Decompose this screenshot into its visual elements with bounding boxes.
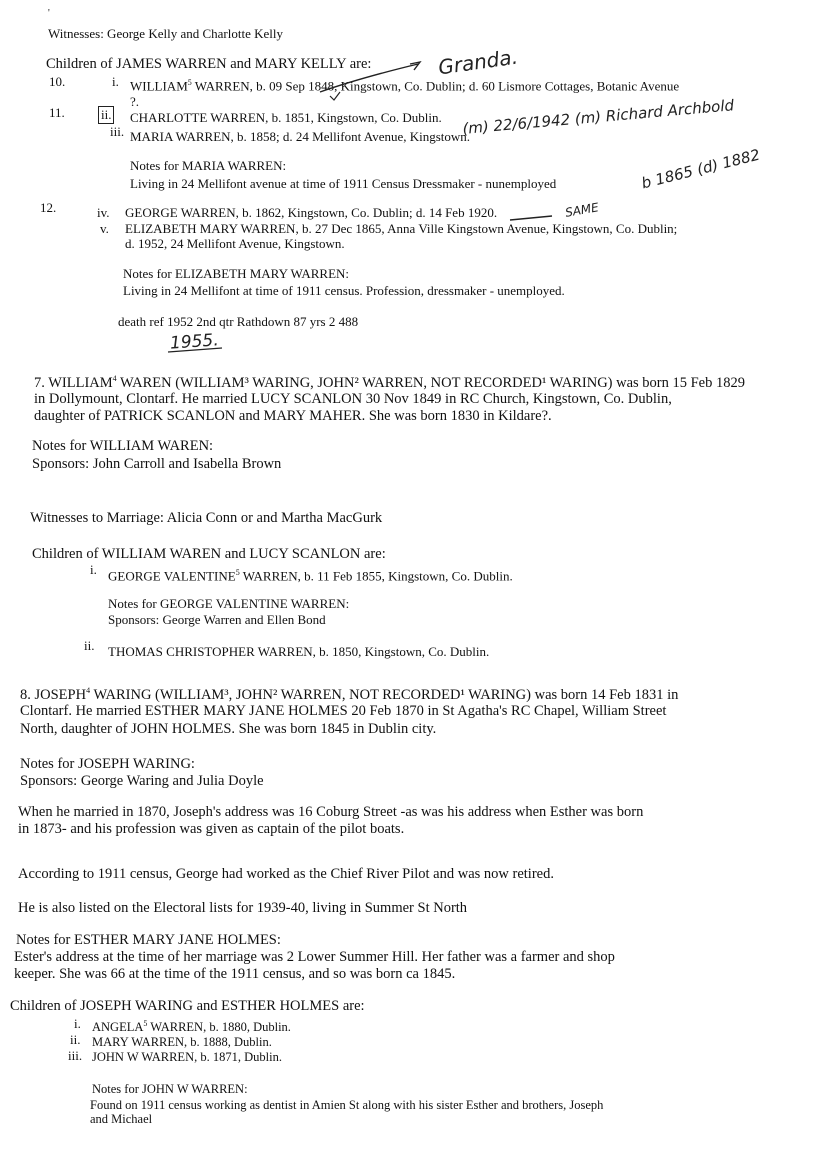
generation-number: 11. xyxy=(49,105,65,120)
notes-title-maria: Notes for MARIA WARREN: xyxy=(130,158,287,173)
death-reference: death ref 1952 2nd qtr Rathdown 87 yrs 2 488 xyxy=(118,314,359,329)
child-rest: WARREN, b. 11 Feb 1855, Kingstown, Co. Dublin. xyxy=(239,568,513,584)
entry-george-warren: GEORGE WARREN, b. 1862, Kingstown, Co. Dublin; d. 14 Feb 1920. xyxy=(125,205,498,220)
section-7-lineage: WAREN (WILLIAM³ WARING, JOHN² WARREN, NOT RECORDED¹ WARING) was born 15 Feb 1829 xyxy=(116,374,745,391)
notes-title-elizabeth: Notes for ELIZABETH MARY WARREN: xyxy=(123,266,350,281)
generation-sup: 5 xyxy=(187,78,192,87)
roman-numeral: iii. xyxy=(68,1048,83,1063)
generation-sup: 5 xyxy=(143,1019,148,1028)
roman-numeral: v. xyxy=(100,221,109,236)
handwritten-arrow xyxy=(320,62,420,92)
child-name: GEORGE VALENTINE xyxy=(108,568,236,584)
section-8-name: JOSEPH xyxy=(30,686,87,703)
handwritten-charlotte-marriage: (m) 22/6/1942 (m) Richard Archbold xyxy=(461,96,735,138)
notes-title-john-w: Notes for JOHN W WARREN: xyxy=(92,1082,248,1096)
child-angela xyxy=(92,1019,291,1035)
entry-rest: WARREN, b. 09 Sep 1848, Kingstown, Co. Dublin; d. 60 Lismore Cottages, Botanic Avenue xyxy=(191,78,680,94)
joseph-para1-line2: in 1873- and his profession was given as captain of the pilot boats. xyxy=(18,821,405,837)
roman-numeral: ii. xyxy=(84,638,95,653)
john-notes-line1: Found on 1911 census working as dentist in Amien St along with his sister Esther and brothers, Joseph xyxy=(90,1098,604,1112)
bullet-mark: ' xyxy=(48,8,50,19)
child-george-valentine xyxy=(108,568,513,584)
entry-maria-warren: MARIA WARREN, b. 1858; d. 24 Mellifont Avenue, Kingstown. xyxy=(130,129,471,144)
handwritten-check xyxy=(330,92,340,100)
section-8-line1 xyxy=(20,686,678,704)
child-john-w: JOHN W WARREN, b. 1871, Dublin. xyxy=(92,1050,282,1064)
roman-numeral: i. xyxy=(112,74,119,89)
roman-numeral: i. xyxy=(90,562,97,577)
witnesses-marriage: Witnesses to Marriage: Alicia Conn or and Martha MacGurk xyxy=(30,510,383,526)
notes-text-george-valentine: Sponsors: George Warren and Ellen Bond xyxy=(108,612,326,627)
handwritten-underline xyxy=(168,348,222,352)
section-8-line3: North, daughter of JOHN HOLMES. She was born 1845 in Dublin city. xyxy=(20,721,437,737)
entry-elizabeth-warren: ELIZABETH MARY WARREN, b. 27 Dec 1865, Anna Ville Kingstown Avenue, Kingstown, Co. Dublin; xyxy=(125,221,678,236)
notes-title-william: Notes for WILLIAM WAREN: xyxy=(32,438,214,454)
child-name: ANGELA xyxy=(92,1020,144,1035)
generation-sup: 5 xyxy=(235,568,240,577)
notes-title-joseph: Notes for JOSEPH WARING: xyxy=(20,756,195,772)
child-thomas-christopher: THOMAS CHRISTOPHER WARREN, b. 1850, Kingstown, Co. Dublin. xyxy=(108,644,490,659)
roman-numeral: iii. xyxy=(110,124,125,139)
notes-text-maria: Living in 24 Mellifont avenue at time of 1911 Census Dressmaker - nunemployed xyxy=(130,176,557,191)
esther-notes-line2: keeper. She was 66 at the time of the 1911 census, and so was born ca 1845. xyxy=(14,966,456,982)
notes-text-william: Sponsors: John Carroll and Isabella Brown xyxy=(32,456,282,472)
generation-sup: 4 xyxy=(86,686,91,695)
joseph-para2: According to 1911 census, George had worked as the Chief River Pilot and was now retired. xyxy=(18,866,554,882)
roman-numeral-boxed: ii. xyxy=(98,106,114,124)
handwritten-maria-dates: b 1865 (d) 1882 xyxy=(639,145,762,193)
section-8-lineage: WARING (WILLIAM³, JOHN² WARREN, NOT RECORDED¹ WARING) was born 14 Feb 1831 in xyxy=(90,686,679,703)
handwritten-strokes xyxy=(0,0,826,400)
notes-text-elizabeth: Living in 24 Mellifont at time of 1911 census. Profession, dressmaker - unemployed. xyxy=(123,283,565,298)
esther-notes-line1: Ester's address at the time of her marriage was 2 Lower Summer Hill. Her father was a farmer and shop xyxy=(14,949,615,965)
children-heading-william: Children of WILLIAM WAREN and LUCY SCANLON are: xyxy=(32,546,386,562)
entry-continuation: ?. xyxy=(130,94,140,109)
handwritten-same: SAME xyxy=(564,200,600,220)
section-7-name: 7. WILLIAM xyxy=(34,374,113,391)
generation-number: 10. xyxy=(49,74,66,89)
generation-sup: 4 xyxy=(112,374,117,383)
child-mary: MARY WARREN, b. 1888, Dublin. xyxy=(92,1035,272,1049)
handwritten-dash xyxy=(510,216,552,220)
section-8-line2: Clontarf. He married ESTHER MARY JANE HOLMES 20 Feb 1870 in St Agatha's RC Chapel, William Street xyxy=(20,703,667,719)
child-rest: WARREN, b. 1880, Dublin. xyxy=(147,1020,291,1035)
joseph-para1-line1: When he married in 1870, Joseph's address was 16 Coburg Street -as was his address when Esther was born xyxy=(18,804,644,820)
roman-numeral: iv. xyxy=(97,205,110,220)
roman-numeral: ii. xyxy=(70,1032,81,1047)
entry-charlotte-warren: CHARLOTTE WARREN, b. 1851, Kingstown, Co. Dublin. xyxy=(130,110,442,125)
notes-text-joseph: Sponsors: George Waring and Julia Doyle xyxy=(20,773,264,789)
roman-numeral: i. xyxy=(74,1016,81,1031)
section-8-number: 8. xyxy=(20,686,31,703)
handwritten-granda: Granda. xyxy=(436,44,520,80)
handwritten-1955: 1955. xyxy=(169,330,220,354)
section-7-line2: in Dollymount, Clontarf. He married LUCY SCANLON 30 Nov 1849 in RC Church, Kingstown, Co. Dublin, xyxy=(34,391,672,407)
john-notes-line2: and Michael xyxy=(90,1112,153,1126)
joseph-para3: He is also listed on the Electoral lists for 1939-40, living in Summer St North xyxy=(18,900,468,916)
notes-title-esther: Notes for ESTHER MARY JANE HOLMES: xyxy=(16,932,281,948)
section-7-line3: daughter of PATRICK SCANLON and MARY MAHER. She was born 1830 in Kildare?. xyxy=(34,408,552,424)
notes-title-george-valentine: Notes for GEORGE VALENTINE WARREN: xyxy=(108,596,350,611)
section-7-line1 xyxy=(34,374,745,392)
name-text: WILLIAM xyxy=(130,78,188,94)
entry-elizabeth-warren-cont: d. 1952, 24 Mellifont Avenue, Kingstown. xyxy=(125,236,345,251)
children-heading-james: Children of JAMES WARREN and MARY KELLY are: xyxy=(46,56,372,72)
children-heading-joseph: Children of JOSEPH WARING and ESTHER HOLMES are: xyxy=(10,998,365,1014)
witnesses-line: Witnesses: George Kelly and Charlotte Kelly xyxy=(48,26,283,41)
generation-number: 12. xyxy=(40,200,57,215)
